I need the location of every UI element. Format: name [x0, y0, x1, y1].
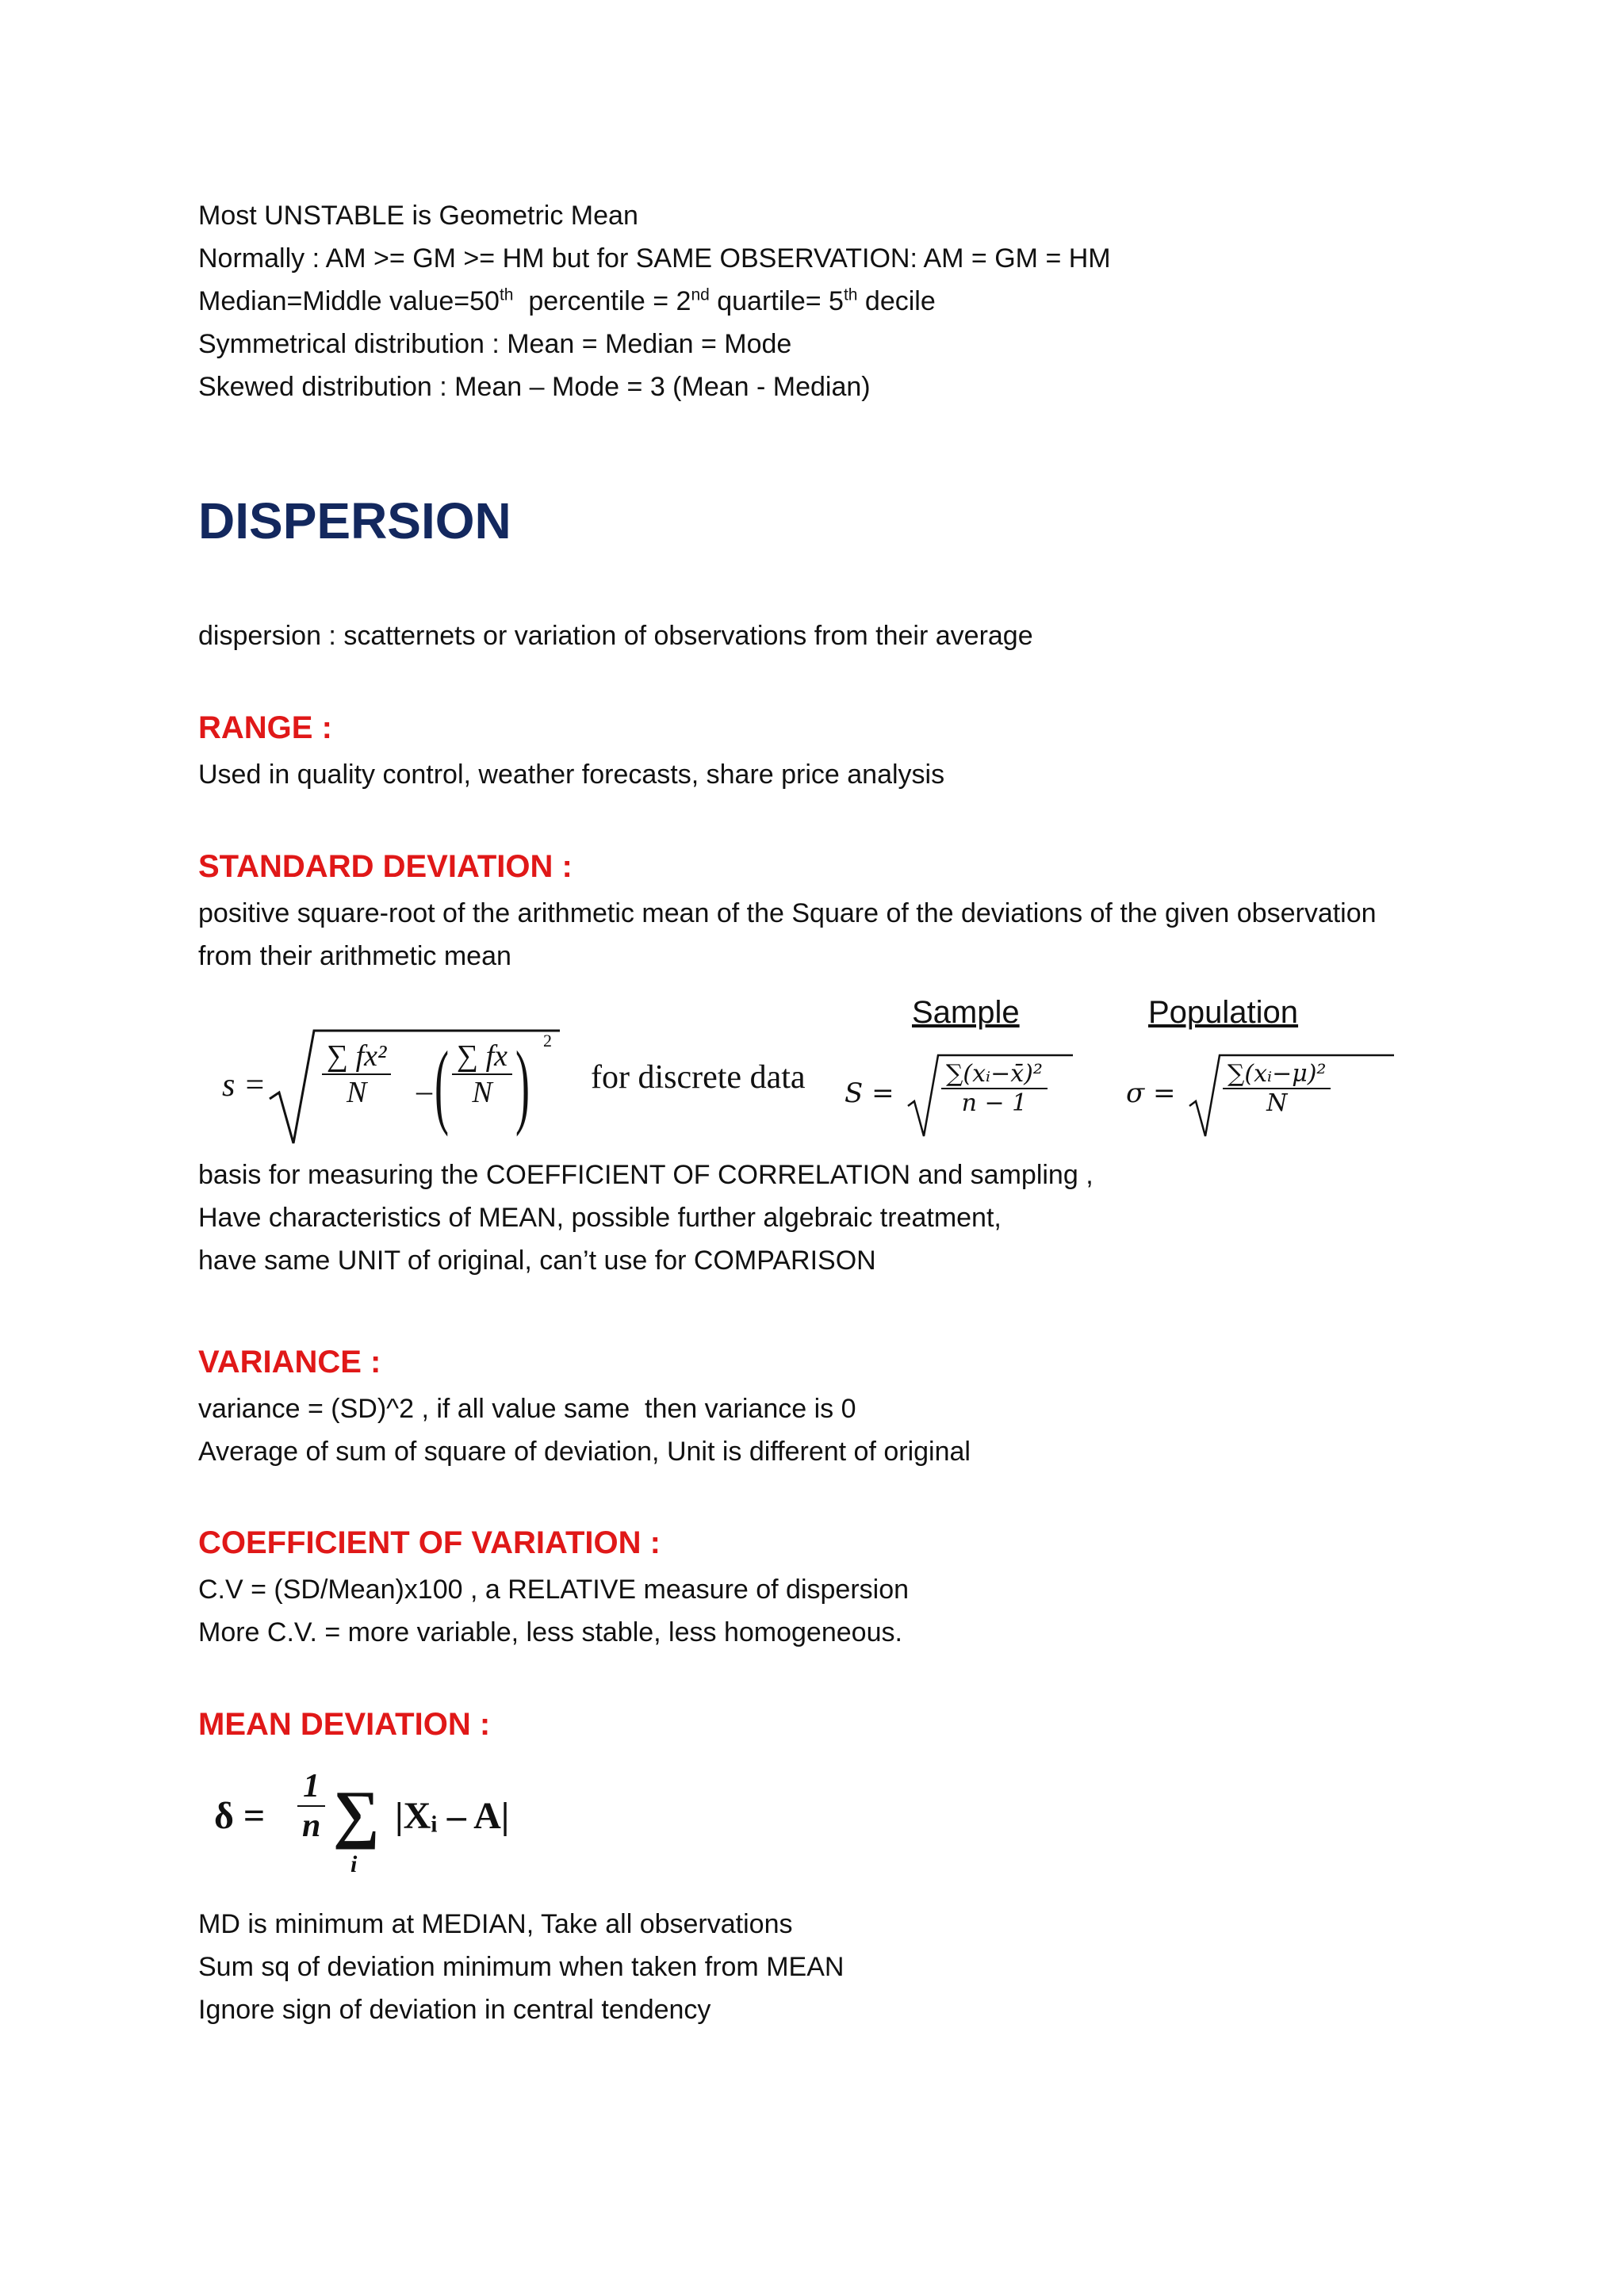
text-line: Normally : AM >= GM >= HM but for SAME OBSERVATION: AM = GM = HM — [198, 243, 1111, 274]
md-line: MD is minimum at MEDIAN, Take all observations — [198, 1909, 793, 1939]
variance-heading: VARIANCE : — [198, 1345, 381, 1380]
document-page — [198, 194, 1435, 2025]
range-heading: RANGE : — [198, 710, 332, 745]
sd-note: basis for measuring the COEFFICIENT OF CORRELATION and sampling , — [198, 1160, 1094, 1190]
variance-line: variance = (SD)^2 , if all value same then variance is 0 — [198, 1394, 856, 1424]
population-sd-formula: σ = ∑(xᵢ−μ)² N — [1126, 1052, 1396, 1139]
standard-deviation-heading: STANDARD DEVIATION : — [198, 849, 573, 884]
range-text: Used in quality control, weather forecasts, share price analysis — [198, 760, 945, 790]
cv-line: More C.V. = more variable, less stable, less homogeneous. — [198, 1617, 902, 1647]
formula-lhs: s = — [222, 1067, 266, 1104]
cv-line: C.V = (SD/Mean)x100 , a RELATIVE measure of dispersion — [198, 1575, 910, 1605]
dispersion-title: DISPERSION — [198, 492, 511, 549]
dispersion-definition: dispersion : scatternets or variation of observations from their average — [198, 621, 1033, 651]
population-label: Population — [1148, 995, 1299, 1030]
text-line-median: Median=Middle value=50th percentile = 2nd quartile= 5th decile — [198, 285, 936, 316]
text-line: Symmetrical distribution : Mean = Median = Mode — [198, 329, 792, 359]
formula-lhs: δ = — [214, 1795, 266, 1837]
sd-discrete-formula: s = ∑ fx² N – ( ∑ fx N ) 2 — [214, 1023, 563, 1150]
sd-text-line: positive square-root of the arithmetic mean of the Square of the deviations of the given observation — [198, 898, 1377, 928]
text-line: Most UNSTABLE is Geometric Mean — [198, 201, 638, 231]
coefficient-of-variation-heading: COEFFICIENT OF VARIATION : — [198, 1525, 661, 1560]
sd-text-line: from their arithmetic mean — [198, 941, 511, 971]
summation-sign: ∑ — [333, 1777, 380, 1850]
summation-index: i — [350, 1851, 358, 1877]
sample-label: Sample — [912, 995, 1020, 1030]
sample-sd-formula: S = ∑(xᵢ−x̄)² n − 1 — [845, 1052, 1082, 1139]
formula-body: |Xᵢ – A| — [395, 1795, 510, 1837]
fraction-term-1: ∑ fx² N — [322, 1039, 391, 1110]
variance-line: Average of sum of square of deviation, Unit is different of original — [198, 1437, 971, 1467]
md-line: Ignore sign of deviation in central tendency — [198, 1995, 711, 2025]
discrete-data-note: for discrete data — [591, 1059, 806, 1096]
minus-sign: – — [416, 1073, 432, 1108]
md-line: Sum sq of deviation minimum when taken from MEAN — [198, 1952, 845, 1982]
sd-note: Have characteristics of MEAN, possible further algebraic treatment, — [198, 1203, 1002, 1233]
power: 2 — [543, 1031, 552, 1050]
sd-note: have same UNIT of original, can’t use for COMPARISON — [198, 1246, 876, 1276]
text-line: Skewed distribution : Mean – Mode = 3 (Mean - Median) — [198, 372, 871, 402]
mean-deviation-heading: MEAN DEVIATION : — [198, 1707, 491, 1742]
mean-deviation-formula — [214, 1764, 595, 1899]
fraction-one-over-n: 1 n — [297, 1767, 325, 1845]
fraction-term-2: ∑ fx N — [452, 1039, 512, 1110]
